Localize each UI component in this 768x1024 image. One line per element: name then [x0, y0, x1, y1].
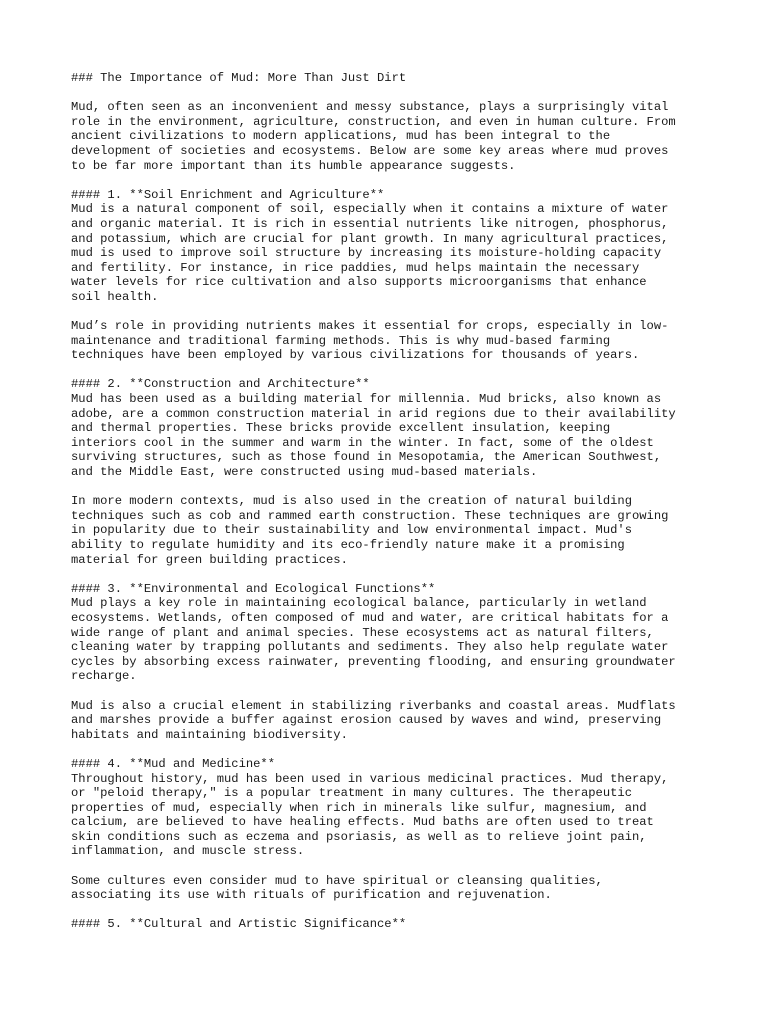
section-paragraph [71, 494, 731, 567]
text-line: role in the environment, agriculture, construction, and even in human culture. From [71, 114, 676, 129]
intro-paragraph [71, 100, 731, 173]
section-paragraph [71, 202, 731, 304]
text-line: inflammation, and muscle stress. [71, 844, 305, 859]
section-paragraph [71, 772, 731, 860]
text-line: recharge. [71, 669, 137, 684]
text-line: techniques such as cob and rammed earth construction. These techniques are growing [71, 508, 669, 523]
text-line: techniques have been employed by various civilizations for thousands of years. [71, 348, 640, 363]
section-paragraph [71, 874, 731, 903]
text-line: cycles by absorbing excess rainwater, preventing flooding, and ensuring groundwater [71, 654, 676, 669]
text-line: mud is used to improve soil structure by increasing its moisture-holding capacity [71, 246, 662, 261]
text-line: adobe, are a common construction material in arid regions due to their availability [71, 406, 676, 421]
section-heading: #### 4. **Mud and Medicine** [71, 756, 275, 771]
text-line: development of societies and ecosystems. Below are some key areas where mud proves [71, 143, 669, 158]
text-line: Mud is also a crucial element in stabilizing riverbanks and coastal areas. Mudflats [71, 698, 676, 713]
text-line: cleaning water by trapping pollutants and sediments. They also help regulate water [71, 640, 669, 655]
text-line: ancient civilizations to modern applications, mud has been integral to the [71, 129, 611, 144]
text-line: habitats and maintaining biodiversity. [71, 727, 348, 742]
section-heading: #### 1. **Soil Enrichment and Agriculture** [71, 187, 385, 202]
text-line: Mud is a natural component of soil, especially when it contains a mixture of water [71, 202, 669, 217]
text-line: to be far more important than its humble appearance suggests. [71, 158, 516, 173]
text-line: ability to regulate humidity and its eco-friendly nature make it a promising [71, 538, 625, 552]
section-heading: #### 2. **Construction and Architecture** [71, 377, 370, 392]
text-line: Mud has been used as a building material for millennia. Mud bricks, also known as [71, 392, 662, 407]
section-heading: #### 3. **Environmental and Ecological Functions** [71, 581, 436, 596]
text-line: in popularity due to their sustainability and low environmental impact. Mud's [71, 523, 632, 538]
text-line: water levels for rice cultivation and also supports microorganisms that enhance [71, 275, 647, 290]
text-line: Mud’s role in providing nutrients makes it essential for crops, especially in low- [71, 319, 669, 334]
section-paragraph [71, 392, 731, 480]
text-line: and thermal properties. These bricks provide excellent insulation, keeping [71, 421, 611, 436]
text-line: maintenance and traditional farming methods. This is why mud-based farming [71, 333, 611, 348]
text-line: calcium, are believed to have healing effects. Mud baths are often used to treat [71, 815, 654, 830]
text-line: and fertility. For instance, in rice paddies, mud helps maintain the necessary [71, 260, 640, 275]
section-paragraph [71, 319, 731, 363]
text-line: surviving structures, such as those found in Mesopotamia, the American Southwest, [71, 450, 662, 465]
text-line: and the Middle East, were constructed using mud-based materials. [71, 465, 538, 480]
section-paragraph [71, 699, 731, 743]
text-line: Mud, often seen as an inconvenient and messy substance, plays a surprisingly vital [71, 100, 669, 115]
text-line: material for green building practices. [71, 552, 348, 567]
text-line: and marshes provide a buffer against erosion caused by waves and wind, preserving [71, 713, 662, 728]
text-line: Some cultures even consider mud to have spiritual or cleansing qualities, [71, 873, 603, 888]
text-line: skin conditions such as eczema and psoriasis, as well as to relieve joint pain, [71, 829, 647, 844]
text-line: and organic material. It is rich in essential nutrients like nitrogen, phosphorus, [71, 216, 669, 231]
section-paragraph [71, 596, 731, 684]
text-line: and potassium, which are crucial for plant growth. In many agricultural practices, [71, 231, 669, 246]
text-line: interiors cool in the summer and warm in the winter. In fact, some of the oldest [71, 435, 654, 450]
text-line: ecosystems. Wetlands, often composed of mud and water, are critical habitats for a [71, 610, 669, 625]
text-line: soil health. [71, 289, 159, 304]
text-line: or "peloid therapy," is a popular treatment in many cultures. The therapeutic [71, 786, 632, 801]
text-line: Mud plays a key role in maintaining ecological balance, particularly in wetland [71, 596, 647, 611]
text-line: wide range of plant and animal species. These ecosystems act as natural filters, [71, 625, 654, 640]
text-line: In more modern contexts, mud is also used in the creation of natural building [71, 494, 632, 509]
document-title: ### The Importance of Mud: More Than Just Dirt [71, 71, 407, 85]
text-line: properties of mud, especially when rich in minerals like sulfur, magnesium, and [71, 800, 647, 815]
text-line: associating its use with rituals of purification and rejuvenation. [71, 888, 552, 903]
section-heading: #### 5. **Cultural and Artistic Significance** [71, 917, 407, 932]
document-page [71, 71, 731, 932]
text-line: Throughout history, mud has been used in various medicinal practices. Mud therapy, [71, 771, 669, 786]
